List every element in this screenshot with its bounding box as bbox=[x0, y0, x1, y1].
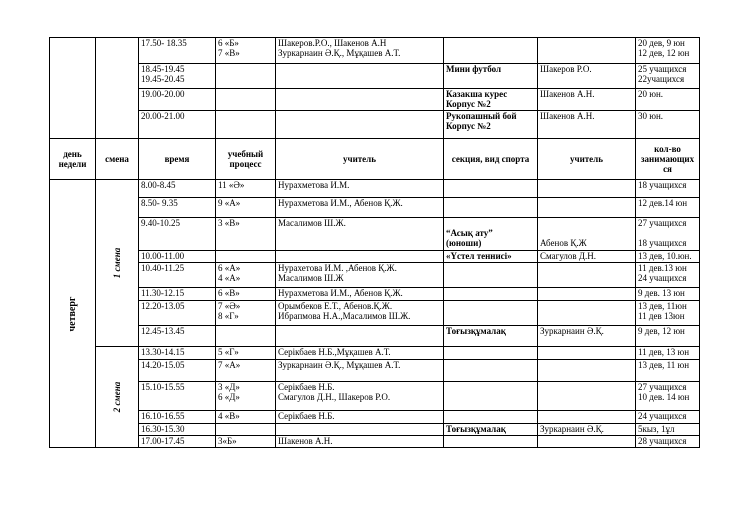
section-teacher-cell bbox=[538, 198, 636, 218]
teacher-cell-line: Орымбеков Е.Т., Абенов.Қ.Ж. bbox=[278, 301, 393, 311]
header-teacher: учитель bbox=[276, 139, 444, 180]
day-label bbox=[50, 180, 96, 448]
count-cell-line: 25 учащихся bbox=[638, 64, 687, 74]
section-cell bbox=[444, 218, 538, 251]
count-cell bbox=[636, 180, 700, 198]
section-cell-line: Корпус №2 bbox=[446, 99, 491, 109]
section-teacher-cell bbox=[538, 263, 636, 288]
time-cell bbox=[139, 301, 216, 326]
table-row bbox=[50, 382, 700, 411]
teacher-cell bbox=[276, 347, 444, 360]
process-cell-line: 6 «А» bbox=[218, 263, 241, 273]
count-cell-line: 13 дев, 11юн bbox=[638, 301, 687, 311]
time-line: 12.20-13.05 bbox=[141, 301, 185, 311]
time-line: 11.30-12.15 bbox=[141, 288, 185, 298]
table-row bbox=[50, 218, 700, 251]
section-teacher-cell bbox=[538, 326, 636, 347]
process-cell bbox=[216, 180, 276, 198]
count-cell bbox=[636, 288, 700, 301]
count-cell-line: 11 дев 13юн bbox=[638, 311, 685, 321]
section-cell bbox=[444, 424, 538, 436]
table-row bbox=[50, 360, 700, 382]
header-process: учебный процесс bbox=[216, 139, 276, 180]
process-cell-line: 6 «Б» bbox=[218, 38, 239, 48]
section-teacher-cell bbox=[538, 218, 636, 251]
count-cell bbox=[636, 263, 700, 288]
count-cell-line: 13 дев, 11 юн bbox=[638, 360, 690, 370]
teacher-cell-line: Масалимов Ш.Ж bbox=[278, 273, 344, 283]
table-row bbox=[50, 64, 700, 89]
header-section: секция, вид спорта bbox=[444, 139, 538, 180]
time-cell bbox=[139, 180, 216, 198]
count-cell bbox=[636, 251, 700, 263]
count-cell-line: 24 учащихся bbox=[638, 273, 687, 283]
process-cell bbox=[216, 382, 276, 411]
count-cell-line: 10 дев. 14 юн bbox=[638, 392, 690, 402]
process-cell-line: 6 «Д» bbox=[218, 392, 240, 402]
teacher-cell bbox=[276, 436, 444, 448]
time-line: 19.00-20.00 bbox=[141, 89, 185, 99]
header-section-teacher: учитель bbox=[538, 139, 636, 180]
teacher-cell bbox=[276, 89, 444, 111]
teacher-cell-line: Серікбаев Н.Б. bbox=[278, 382, 335, 392]
process-cell-line: 11 «Ә» bbox=[218, 180, 245, 190]
process-cell bbox=[216, 436, 276, 448]
shift-1-label-text: 1 смена bbox=[112, 247, 122, 279]
teacher-cell-line: Зуркарнаин Ә.Қ., Мұқашев А.Т. bbox=[278, 48, 401, 58]
teacher-cell bbox=[276, 198, 444, 218]
time-cell bbox=[139, 38, 216, 64]
section-teacher-cell-line: Абенов Қ.Ж bbox=[540, 238, 587, 248]
section-cell bbox=[444, 360, 538, 382]
count-cell bbox=[636, 360, 700, 382]
time-line: 10.00-11.00 bbox=[141, 251, 185, 261]
section-cell bbox=[444, 301, 538, 326]
teacher-cell bbox=[276, 382, 444, 411]
time-cell bbox=[139, 382, 216, 411]
section-teacher-cell-line: Шакеров Р.О. bbox=[540, 64, 592, 74]
section-cell bbox=[444, 382, 538, 411]
process-cell-line: 6 «В» bbox=[218, 288, 240, 298]
teacher-cell bbox=[276, 251, 444, 263]
time-line: 19.45-20.45 bbox=[141, 74, 185, 84]
header-day: день недели bbox=[50, 139, 96, 180]
count-cell-line: 9 дев. 13 юн bbox=[638, 288, 685, 298]
section-cell bbox=[444, 89, 538, 111]
time-line: 16.10-16.55 bbox=[141, 411, 185, 421]
count-cell-line: 11 дев.13 юн bbox=[638, 263, 687, 273]
time-cell bbox=[139, 251, 216, 263]
section-teacher-cell-line: Смагулов Д.Н. bbox=[540, 251, 597, 261]
count-cell bbox=[636, 326, 700, 347]
count-cell-line: 30 юн. bbox=[638, 111, 664, 121]
teacher-cell-line: Зуркарнаин Ә.Қ., Мұқашев А.Т. bbox=[278, 360, 401, 370]
teacher-cell bbox=[276, 301, 444, 326]
count-cell bbox=[636, 218, 700, 251]
time-cell bbox=[139, 360, 216, 382]
count-cell-line: 22учащихся bbox=[638, 74, 685, 84]
process-cell-line: 3 «В» bbox=[218, 218, 240, 228]
count-cell-line: 18 учащихся bbox=[638, 180, 687, 190]
process-cell bbox=[216, 288, 276, 301]
time-line: 18.45-19.45 bbox=[141, 64, 185, 74]
shift-2-label bbox=[96, 347, 139, 448]
time-cell bbox=[139, 263, 216, 288]
teacher-cell-line: Шакенов А.Н. bbox=[278, 436, 333, 446]
section-cell-line: “Асық ату” bbox=[446, 228, 493, 238]
table-row bbox=[50, 38, 700, 64]
section-cell-line: (юноши) bbox=[446, 238, 482, 248]
section-teacher-cell bbox=[538, 64, 636, 89]
table-row bbox=[50, 411, 700, 424]
process-cell bbox=[216, 111, 276, 139]
day-label-text: четверг bbox=[66, 296, 78, 331]
time-line: 17.00-17.45 bbox=[141, 436, 185, 446]
time-line: 13.30-14.15 bbox=[141, 347, 185, 357]
time-cell bbox=[139, 347, 216, 360]
process-cell bbox=[216, 326, 276, 347]
process-cell-line: 3 «Д» bbox=[218, 382, 240, 392]
time-line: 14.20-15.05 bbox=[141, 360, 185, 370]
section-cell bbox=[444, 347, 538, 360]
time-line: 8.50- 9.35 bbox=[141, 198, 178, 208]
shift-2-label-text: 2 смена bbox=[112, 381, 122, 413]
header-count: кол-во занимающих ся bbox=[636, 139, 700, 180]
section-teacher-cell bbox=[538, 180, 636, 198]
time-cell bbox=[139, 424, 216, 436]
teacher-cell bbox=[276, 360, 444, 382]
section-cell bbox=[444, 436, 538, 448]
teacher-cell bbox=[276, 64, 444, 89]
section-teacher-cell-line: Зуркарнаин Ә.Қ. bbox=[540, 326, 604, 336]
count-cell-line: 13 дев, 10.юн. bbox=[638, 251, 692, 261]
teacher-cell bbox=[276, 180, 444, 198]
section-teacher-cell bbox=[538, 301, 636, 326]
section-teacher-cell bbox=[538, 89, 636, 111]
section-cell-line: Тоғызқұмалақ bbox=[446, 326, 506, 336]
process-cell bbox=[216, 347, 276, 360]
section-cell bbox=[444, 263, 538, 288]
process-cell-line: 5 «Г» bbox=[218, 347, 239, 357]
time-line: 9.40-10.25 bbox=[141, 218, 180, 228]
count-cell-line: 12 дев, 12 юн bbox=[638, 48, 690, 58]
section-teacher-cell bbox=[538, 251, 636, 263]
teacher-cell-line: Ибрапмова Н.А.,Масалимов Ш.Ж. bbox=[278, 311, 411, 321]
section-teacher-cell bbox=[538, 424, 636, 436]
section-teacher-cell bbox=[538, 111, 636, 139]
table-row bbox=[50, 251, 700, 263]
section-cell bbox=[444, 326, 538, 347]
process-cell bbox=[216, 411, 276, 424]
section-teacher-cell bbox=[538, 382, 636, 411]
shift-1-label bbox=[96, 180, 139, 347]
process-cell bbox=[216, 218, 276, 251]
process-cell bbox=[216, 38, 276, 64]
teacher-cell-line: Масалимов Ш.Ж. bbox=[278, 218, 346, 228]
process-cell bbox=[216, 251, 276, 263]
section-cell bbox=[444, 180, 538, 198]
count-cell-line: 5кыз, 1ұл bbox=[638, 424, 675, 434]
count-cell bbox=[636, 38, 700, 64]
section-cell bbox=[444, 111, 538, 139]
section-cell bbox=[444, 38, 538, 64]
time-cell bbox=[139, 326, 216, 347]
process-cell-line: 7 «Ә» bbox=[218, 301, 241, 311]
table-row bbox=[50, 111, 700, 139]
time-cell bbox=[139, 411, 216, 424]
count-cell bbox=[636, 301, 700, 326]
section-teacher-cell-line: Шакенов А.Н. bbox=[540, 89, 595, 99]
header-shift: смена bbox=[96, 139, 139, 180]
schedule-table bbox=[49, 37, 700, 448]
teacher-cell bbox=[276, 288, 444, 301]
count-cell bbox=[636, 198, 700, 218]
process-cell-line: 4 «В» bbox=[218, 411, 240, 421]
table-row bbox=[50, 263, 700, 288]
table-row bbox=[50, 326, 700, 347]
section-teacher-cell bbox=[538, 288, 636, 301]
count-cell bbox=[636, 89, 700, 111]
process-cell-line: 7 «А» bbox=[218, 360, 241, 370]
section-teacher-cell-line bbox=[540, 228, 633, 238]
header-row bbox=[50, 139, 700, 180]
time-line: 15.10-15.55 bbox=[141, 382, 185, 392]
section-cell bbox=[444, 251, 538, 263]
table-row bbox=[50, 198, 700, 218]
section-cell bbox=[444, 198, 538, 218]
teacher-cell bbox=[276, 218, 444, 251]
section-cell-line: Казакша курес bbox=[446, 89, 508, 99]
time-cell bbox=[139, 111, 216, 139]
time-cell bbox=[139, 436, 216, 448]
table-row bbox=[50, 347, 700, 360]
teacher-cell bbox=[276, 424, 444, 436]
time-cell bbox=[139, 64, 216, 89]
section-cell-line: Мини футбол bbox=[446, 64, 502, 74]
teacher-cell-line: Нурахметова И.М., Абенов Қ.Ж. bbox=[278, 198, 403, 208]
section-teacher-cell bbox=[538, 38, 636, 64]
teacher-cell-line: Серікбаев Н.Б.,Мұқашев А.Т. bbox=[278, 347, 391, 357]
time-line: 17.50- 18.35 bbox=[141, 38, 187, 48]
process-cell bbox=[216, 360, 276, 382]
count-cell-line: 12 дев.14 юн bbox=[638, 198, 688, 208]
section-cell bbox=[444, 288, 538, 301]
process-cell bbox=[216, 424, 276, 436]
count-cell-line: 20 юн. bbox=[638, 89, 664, 99]
count-cell bbox=[636, 111, 700, 139]
section-teacher-cell bbox=[538, 436, 636, 448]
teacher-cell-line: Нурахетова И.М. ,Абенов Қ.Ж. bbox=[278, 263, 397, 273]
process-cell-line: 3«Б» bbox=[218, 436, 237, 446]
section-cell-line: Тоғызқұмалақ bbox=[446, 424, 506, 434]
section-teacher-cell bbox=[538, 411, 636, 424]
table-row bbox=[50, 301, 700, 326]
header-time: время bbox=[139, 139, 216, 180]
teacher-cell-line: Серікбаев Н.Б. bbox=[278, 411, 335, 421]
time-cell bbox=[139, 198, 216, 218]
section-teacher-cell-line: Зуркарнаин Ә.Қ. bbox=[540, 424, 604, 434]
top-day-cell bbox=[50, 38, 96, 139]
count-cell bbox=[636, 424, 700, 436]
process-cell bbox=[216, 263, 276, 288]
time-line: 8.00-8.45 bbox=[141, 180, 176, 190]
teacher-cell bbox=[276, 38, 444, 64]
teacher-cell-line: Нурахметова И.М., Абенов Қ.Ж. bbox=[278, 288, 403, 298]
process-cell-line: 9 «А» bbox=[218, 198, 241, 208]
process-cell bbox=[216, 301, 276, 326]
section-teacher-cell bbox=[538, 360, 636, 382]
table-row bbox=[50, 288, 700, 301]
count-cell-line: 24 учащихся bbox=[638, 411, 687, 421]
table-row bbox=[50, 436, 700, 448]
table-row bbox=[50, 424, 700, 436]
count-cell-line: 27 учащихся bbox=[638, 218, 687, 228]
section-cell-line: «Үстел теннисі» bbox=[446, 251, 512, 261]
section-cell-line: Корпус №2 bbox=[446, 121, 491, 131]
time-line: 10.40-11.25 bbox=[141, 263, 185, 273]
teacher-cell-line: Шакеров.Р.О., Шакенов А.Н bbox=[278, 38, 387, 48]
table-row bbox=[50, 89, 700, 111]
time-cell bbox=[139, 218, 216, 251]
time-cell bbox=[139, 288, 216, 301]
count-cell bbox=[636, 411, 700, 424]
teacher-cell-line: Нурахметова И.М. bbox=[278, 180, 350, 190]
count-cell-line: 11 дев, 13 юн bbox=[638, 347, 690, 357]
count-cell-line: 28 учащихся bbox=[638, 436, 687, 446]
count-cell-line: 20 дев, 9 юн bbox=[638, 38, 685, 48]
section-teacher-cell bbox=[538, 347, 636, 360]
section-teacher-cell-line: Шакенов А.Н. bbox=[540, 111, 595, 121]
count-cell-line: 27 учащихся bbox=[638, 382, 687, 392]
section-teacher-cell-line bbox=[540, 218, 633, 228]
teacher-cell bbox=[276, 263, 444, 288]
count-cell-line: 9 дев, 12 юн bbox=[638, 326, 685, 336]
process-cell bbox=[216, 198, 276, 218]
table-row bbox=[50, 180, 700, 198]
teacher-cell bbox=[276, 111, 444, 139]
count-cell bbox=[636, 347, 700, 360]
section-cell-line: Рукопашный бой bbox=[446, 111, 517, 121]
count-cell bbox=[636, 382, 700, 411]
teacher-cell bbox=[276, 326, 444, 347]
count-cell-line: 18 учащихся bbox=[638, 238, 687, 248]
teacher-cell bbox=[276, 411, 444, 424]
section-cell bbox=[444, 64, 538, 89]
count-cell bbox=[636, 64, 700, 89]
time-line: 20.00-21.00 bbox=[141, 111, 185, 121]
section-cell bbox=[444, 411, 538, 424]
process-cell-line: 7 «В» bbox=[218, 48, 240, 58]
process-cell bbox=[216, 89, 276, 111]
process-cell bbox=[216, 64, 276, 89]
time-cell bbox=[139, 89, 216, 111]
count-cell bbox=[636, 436, 700, 448]
time-line: 12.45-13.45 bbox=[141, 326, 185, 336]
process-cell-line: 4 «А» bbox=[218, 273, 241, 283]
section-cell-line bbox=[446, 218, 535, 228]
teacher-cell-line: Смагулов Д.Н., Шакеров Р.О. bbox=[278, 392, 391, 402]
top-shift-cell bbox=[96, 38, 139, 139]
count-cell-line bbox=[638, 228, 697, 238]
time-line: 16.30-15.30 bbox=[141, 424, 185, 434]
process-cell-line: 8 «Г» bbox=[218, 311, 239, 321]
